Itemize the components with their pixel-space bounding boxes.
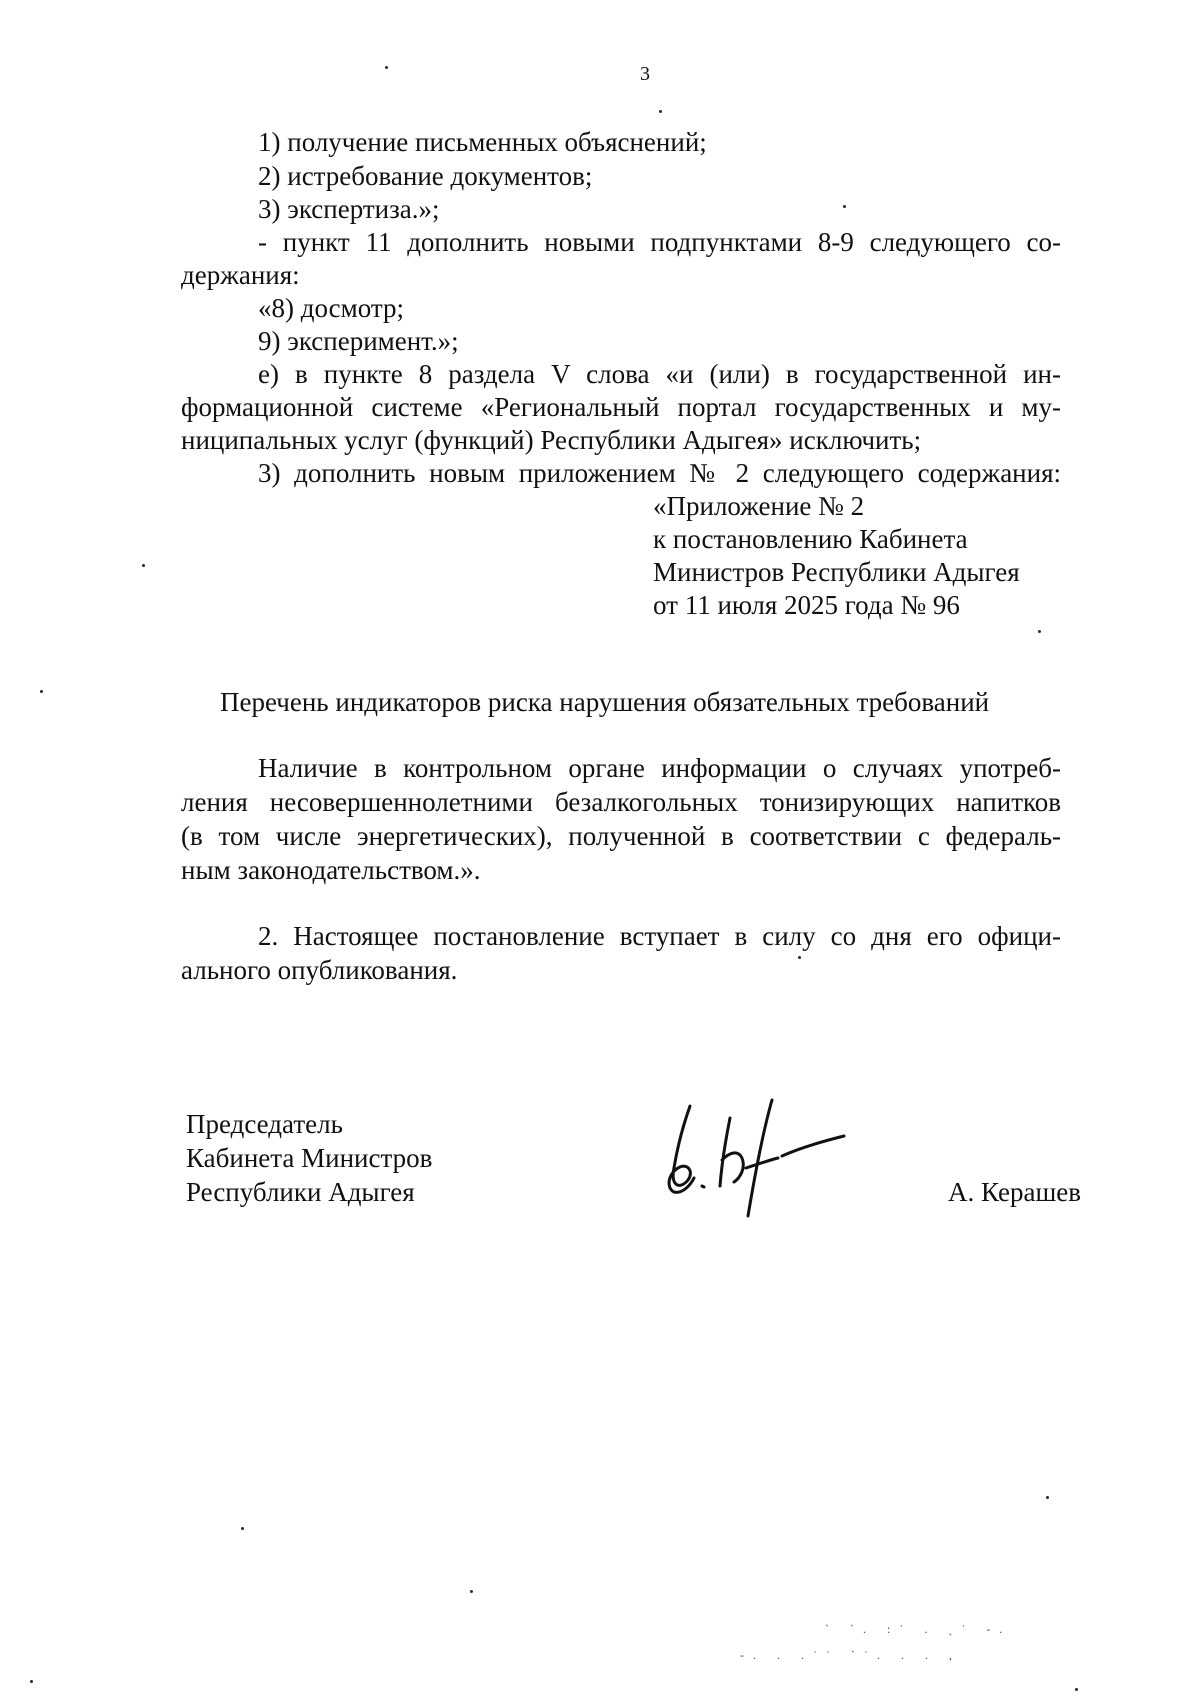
scan-speck (843, 205, 846, 208)
scan-speck (40, 690, 43, 693)
scan-speck (1046, 1496, 1049, 1499)
scan-speck (1075, 1688, 1078, 1691)
handwritten-signature (660, 1098, 860, 1218)
page-number: 3 (640, 63, 650, 85)
amendment-item-3-appendix: 3) дополнить новым приложением № 2 следующего содержания: (258, 458, 1061, 488)
amendment-e-line-3: ниципальных услуг (функций) Республики Адыгея» исключить; (181, 425, 922, 455)
scan-speck (142, 564, 145, 567)
scan-speck (798, 956, 801, 959)
scan-speck (241, 1527, 244, 1530)
scan-speck (470, 1590, 473, 1593)
appendix-header-line-2: к постановлению Кабинета (653, 524, 968, 554)
indicator-line-1: Наличие в контрольном органе информации о случаях употреб- (258, 753, 1061, 783)
signatory-title-line-2: Кабинета Министров (186, 1143, 433, 1173)
signatory-title-line-1: Председатель (186, 1109, 343, 1139)
clause-2-line-1: 2. Настоящее постановление вступает в силу со дня его офици- (258, 921, 1061, 951)
amendment-item-1: 1) получение письменных объяснений; (258, 127, 707, 157)
clause-2-line-2: ального опубликования. (181, 955, 458, 985)
scan-noise: -. . .˙˙ ˋ˙. . . , (740, 1648, 961, 1662)
scan-speck (385, 66, 388, 69)
indicator-line-4: ным законодательством.». (181, 855, 481, 885)
appendix-header-line-4: от 11 июля 2025 года № 96 (653, 590, 960, 620)
scan-speck (30, 1680, 33, 1683)
scan-speck (1038, 630, 1041, 633)
amendment-e-line-1: е) в пункте 8 раздела V слова «и (или) в государственной ин- (258, 359, 1061, 389)
signatory-title-line-3: Республики Адыгея (186, 1177, 415, 1207)
amendment-item-8: «8) досмотр; (258, 293, 404, 323)
scan-noise: ` `. :˙ . ˏ˙ -. (825, 1622, 1012, 1636)
indicator-line-3: (в том числе энергетических), полученной в соответствии с федераль- (181, 821, 1061, 851)
appendix-header-line-1: «Приложение № 2 (653, 491, 865, 521)
point-11-line-2: держания: (181, 260, 300, 290)
amendment-item-3: 3) экспертиза.»; (258, 194, 440, 224)
list-title: Перечень индикаторов риска нарушения обязательных требований (220, 687, 990, 717)
amendment-item-2: 2) истребование документов; (258, 161, 593, 191)
indicator-line-2: ления несовершеннолетними безалкогольных тонизирующих напитков (181, 787, 1061, 817)
point-11-line-1: - пункт 11 дополнить новыми подпунктами 8-9 следующего со- (258, 227, 1061, 257)
signatory-name: А. Керашев (948, 1177, 1081, 1207)
scan-speck (659, 110, 662, 113)
appendix-header-line-3: Министров Республики Адыгея (653, 557, 1020, 587)
amendment-e-line-2: формационной системе «Региональный портал государственных и му- (181, 392, 1061, 422)
amendment-item-9: 9) эксперимент.»; (258, 326, 459, 356)
